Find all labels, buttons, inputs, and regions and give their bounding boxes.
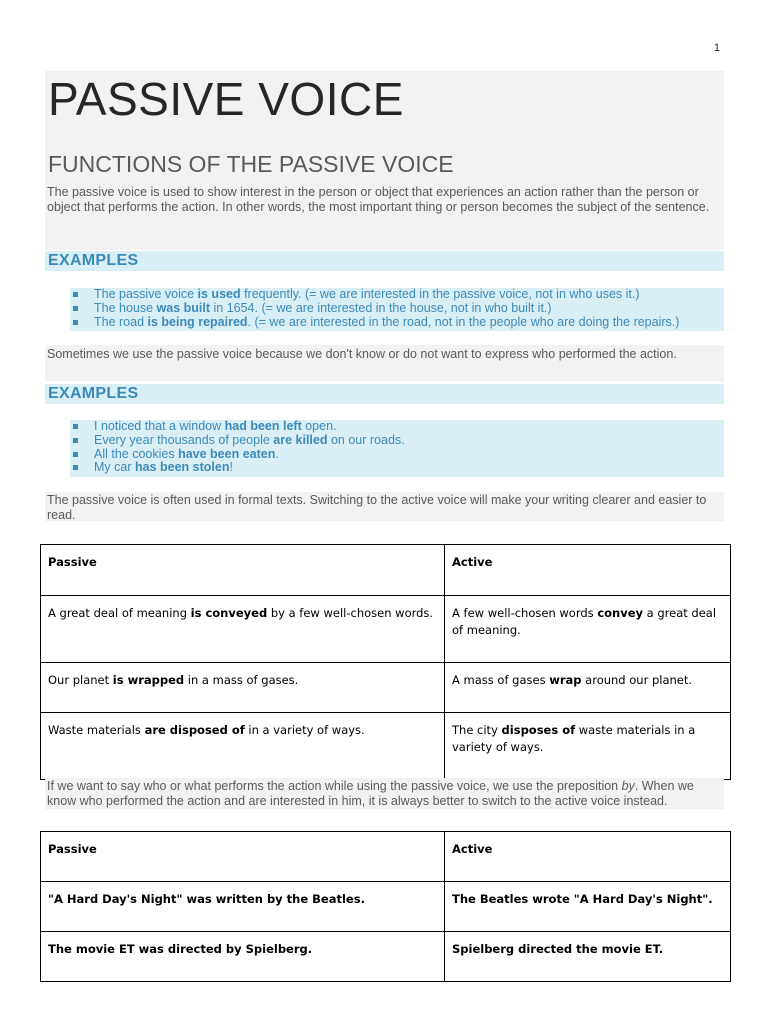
table-cell-passive: "A Hard Day's Night" was written by the Beatles. — [41, 882, 445, 932]
list-item: The house was built in 1654. (= we are interested in the house, not in who built it.) — [72, 302, 722, 316]
list-item: Every year thousands of people are killed on our roads. — [72, 434, 722, 448]
table-row — [41, 932, 731, 982]
table-row — [41, 882, 731, 932]
examples-heading-band — [45, 251, 724, 271]
examples-heading: EXAMPLES — [48, 252, 139, 269]
comparison-table — [40, 831, 731, 982]
table-cell-active: A mass of gases wrap around our planet. — [445, 663, 731, 713]
table-header-passive: Passive — [41, 545, 445, 596]
bullet-icon — [73, 320, 78, 325]
table-header-passive: Passive — [41, 832, 445, 882]
table-header-row — [41, 545, 731, 596]
table-cell-passive: Waste materials are disposed of in a variety of ways. — [41, 713, 445, 780]
table-cell-active: Spielberg directed the movie ET. — [445, 932, 731, 982]
examples-heading-band — [45, 384, 724, 404]
comparison-table — [40, 544, 731, 780]
list-item: The road is being repaired. (= we are interested in the road, not in the people who are doing the repairs.) — [72, 316, 722, 330]
paragraph: Sometimes we use the passive voice because we don't know or do not want to express who performed the action. — [47, 347, 677, 361]
list-item: My car has been stolen! — [72, 461, 722, 475]
table-cell-passive: Our planet is wrapped in a mass of gases. — [41, 663, 445, 713]
intro-paragraph: The passive voice is used to show interest in the person or object that experiences an action rather than the person or object that performs the action. In other words, the most important thing or person becomes the subject of the sentence. — [47, 185, 710, 214]
bullet-icon — [73, 306, 78, 311]
bullet-icon — [73, 465, 78, 470]
paragraph: The passive voice is often used in formal texts. Switching to the active voice will make your writing clearer and easier to read. — [47, 493, 707, 522]
table-cell-passive: The movie ET was directed by Spielberg. — [41, 932, 445, 982]
table-header-active: Active — [445, 832, 731, 882]
examples-list — [72, 420, 722, 475]
table-cell-active: A few well-chosen words convey a great deal of meaning. — [445, 596, 731, 663]
table-cell-active: The Beatles wrote "A Hard Day's Night". — [445, 882, 731, 932]
list-item: I noticed that a window had been left open. — [72, 420, 722, 434]
bullet-icon — [73, 292, 78, 297]
table-cell-passive: A great deal of meaning is conveyed by a few well-chosen words. — [41, 596, 445, 663]
list-item: The passive voice is used frequently. (= we are interested in the passive voice, not in who uses it.) — [72, 288, 722, 302]
list-item: All the cookies have been eaten. — [72, 448, 722, 462]
table-row — [41, 663, 731, 713]
bullet-icon — [73, 452, 78, 457]
table-header-active: Active — [445, 545, 731, 596]
section-title: FUNCTIONS OF THE PASSIVE VOICE — [48, 151, 454, 177]
page-title: PASSIVE VOICE — [48, 73, 404, 125]
examples-list — [72, 288, 722, 329]
table-cell-active: The city disposes of waste materials in a variety of ways. — [445, 713, 731, 780]
table-row — [41, 713, 731, 780]
examples-heading: EXAMPLES — [48, 385, 139, 402]
table-row — [41, 596, 731, 663]
page-number: 1 — [713, 42, 720, 54]
bullet-icon — [73, 438, 78, 443]
table-header-row — [41, 832, 731, 882]
bullet-icon — [73, 424, 78, 429]
paragraph: If we want to say who or what performs the action while using the passive voice, we use the preposition by. When we know who performed the action and are interested in him, it is always better to switch to the active voice instead. — [47, 779, 694, 808]
